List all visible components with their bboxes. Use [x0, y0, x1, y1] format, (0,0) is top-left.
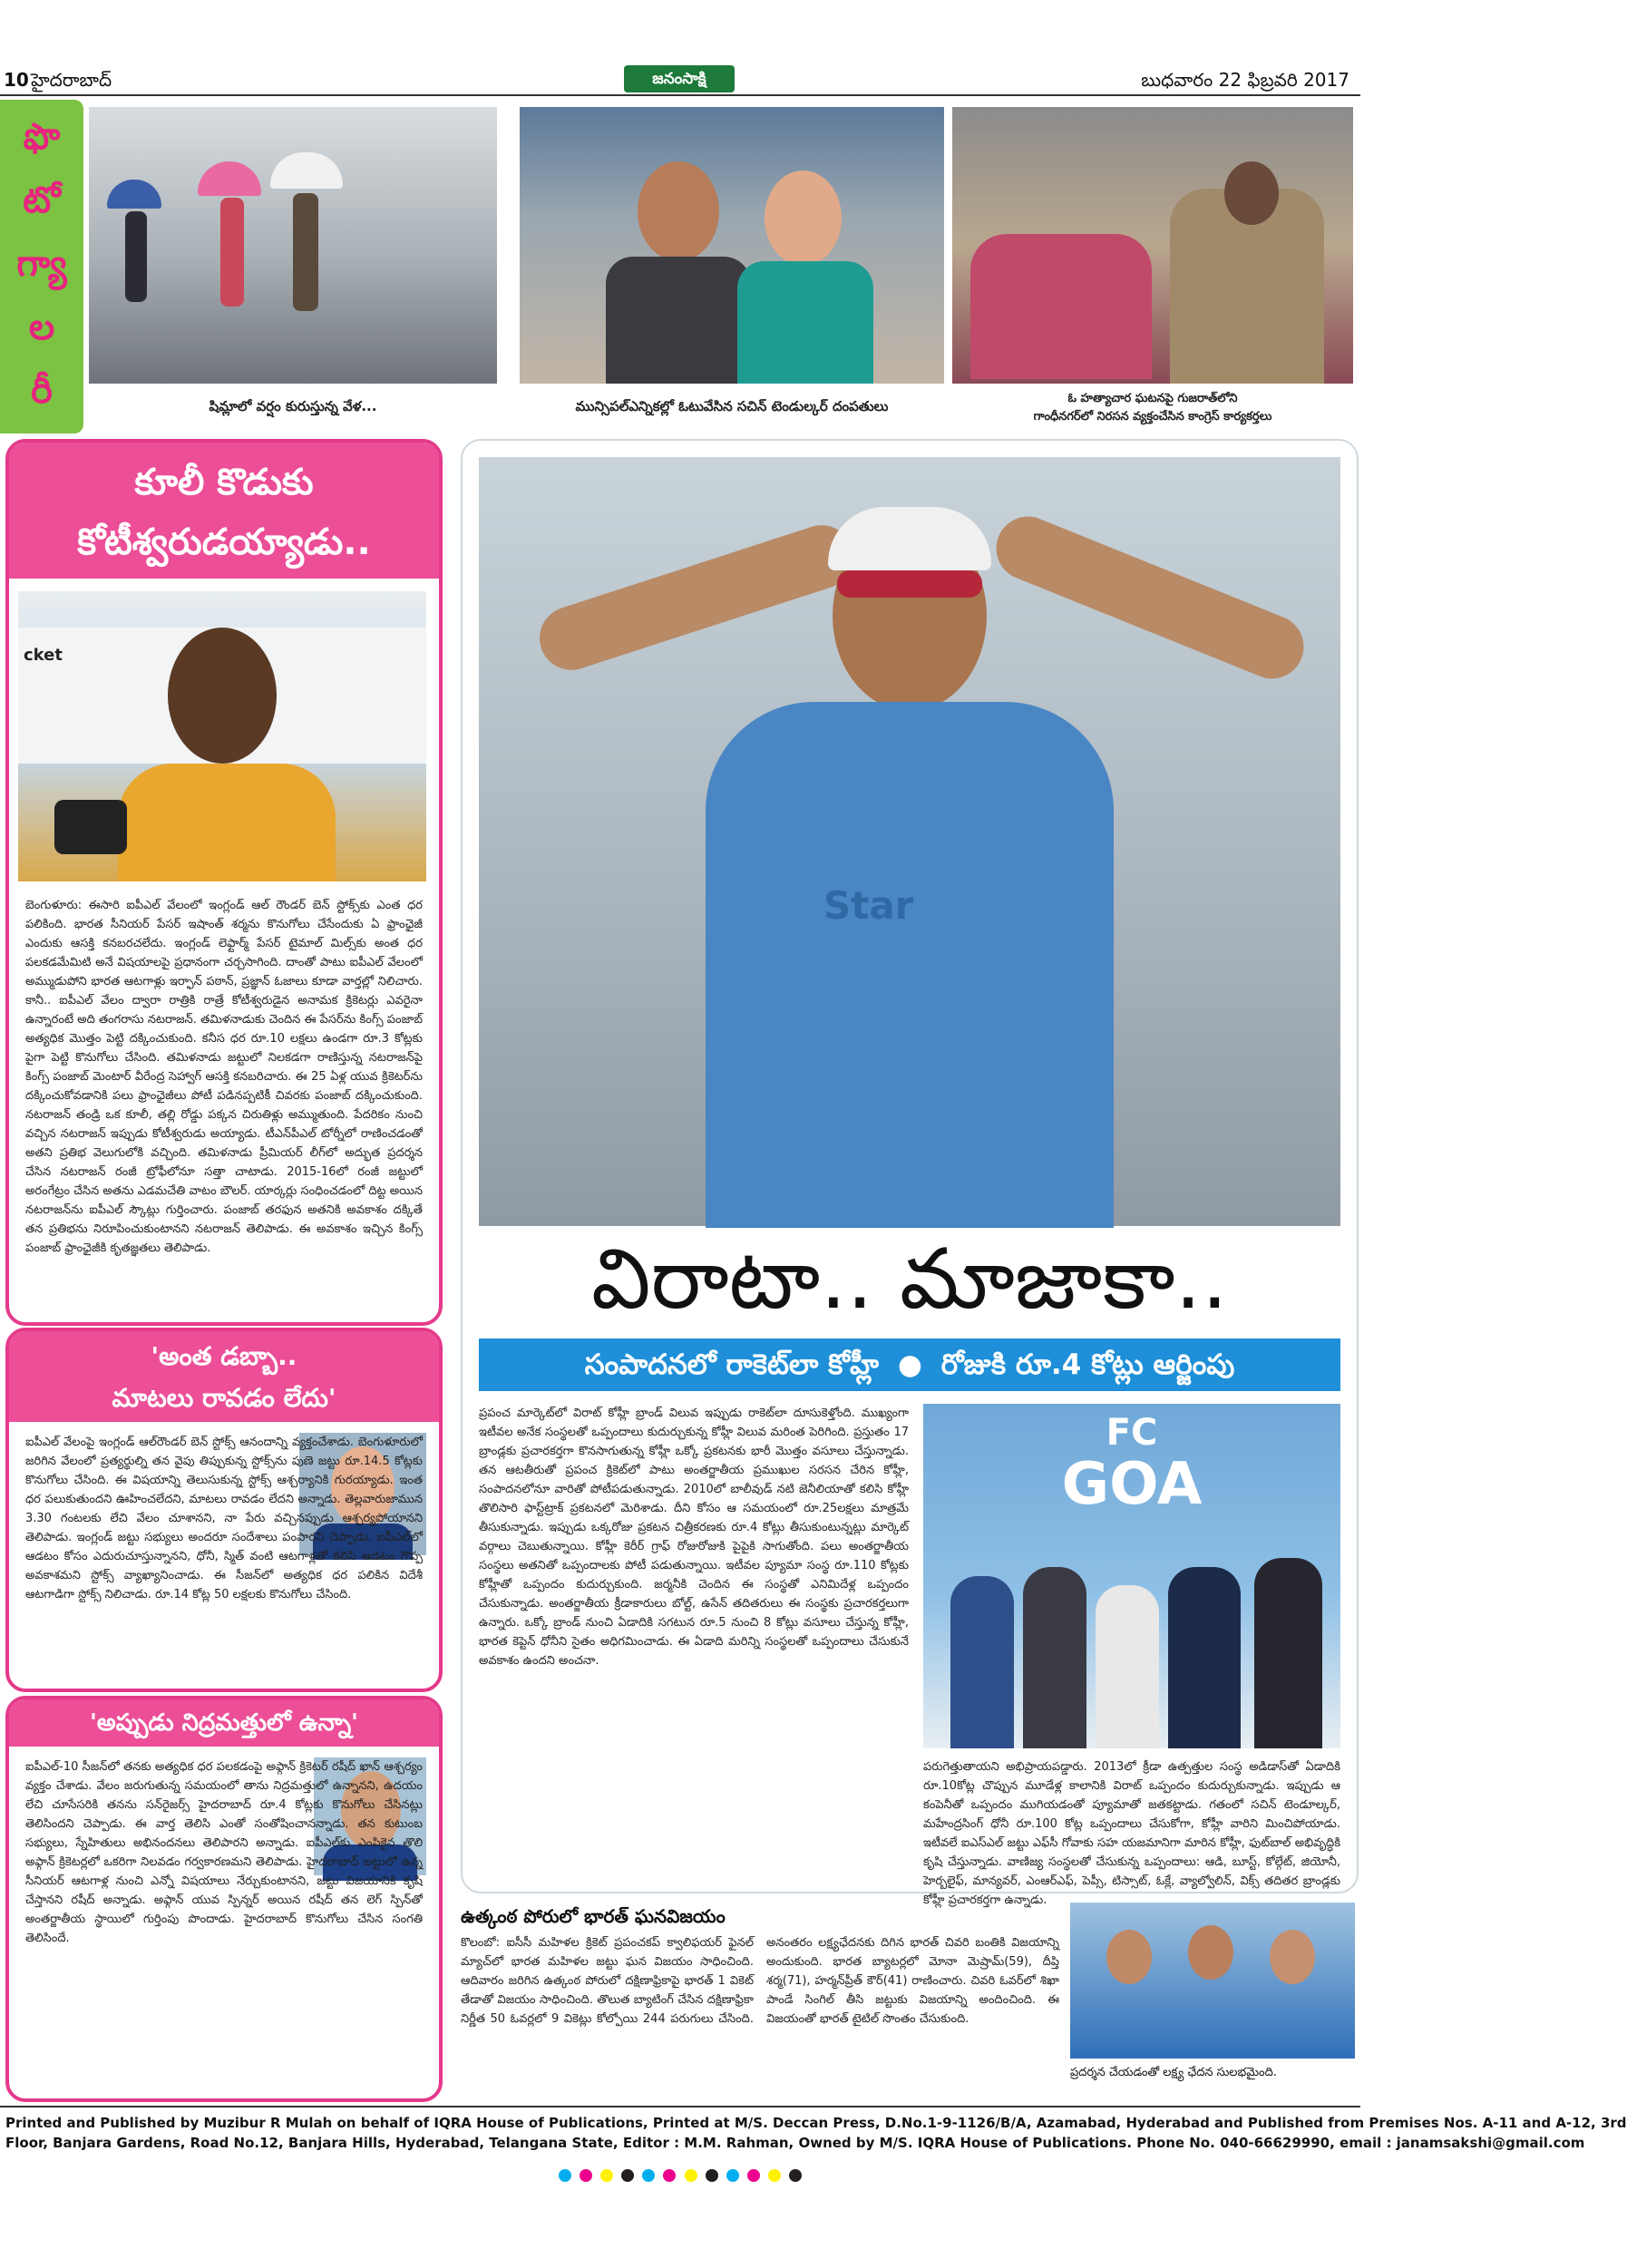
gallery-caption-1: షిమ్లాలో వర్షం కురుస్తున్న వేళ...	[209, 398, 377, 414]
footer-rule	[0, 2106, 1360, 2107]
person-shape	[950, 1576, 1014, 1748]
color-swatch	[768, 2169, 781, 2182]
gallery-caption-3a: ఓ హత్యాచార ఘటనపై గుజరాత్‌లోని	[1067, 392, 1238, 405]
rashid-body: ఐపీఎల్-10 సీజన్‌లో తనకు అత్యధిక ధర పలకడంపై అఫ్గాన్ క్రికెటర్ రషీద్ ఖాన్ ఆశ్చర్యం వ్యక్తం చేశాడు. వేలం జరుగుతున్న సమయంలో తాను నిద్రమత్తులో ఉన్నానని, ఉదయం లేచి చూసేసరికి తనను సన్‌రైజర్స్ హైదరాబాద్ రూ.4 కోట్లకు కొనుగోలు చేసినట్లు తెలిసిందని చెప్పాడు. ఈ వార్త తెలిసి ఎంతో సంతోషించానన్నాడు. తన కుటుంబ సభ్యులు, స్నేహితులు అభినందనలు తెలిపారని అన్నాడు. ఐపీఎల్‌కు ఎంపికైన తొలి అఫ్గాన్ క్రికెటర్లలో ఒకరిగా నిలవడం గర్వకారణమని తెలిపాడు. హైదరాబాద్ జట్టులో ఉన్న సీనియర్ ఆటగాళ్ల నుంచి ఎన్నో విషయాలు నేర్చుకుంటానని, జట్టు విజయానికి కృషి చేస్తానని రషీద్ అన్నాడు. అఫ్గాన్ యువ స్పిన్నర్ అయిన రషీద్ తన లెగ్ స్పిన్‌తో అంతర్జాతీయ స్థాయిలో గుర్తింపు పొందాడు. హైదరాబాద్ కొనుగోలు చేసిన సంగతి తెలిసిందే.	[25, 1760, 423, 1945]
color-swatch	[685, 2169, 697, 2182]
face-shape	[1224, 161, 1279, 225]
person-shape	[220, 198, 244, 307]
color-swatch	[600, 2169, 613, 2182]
fc-goa-line2: GOA	[1061, 1451, 1203, 1518]
imprint-line-1: Printed and Published by Muzibur R Mulah on behalf of IQRA House of Publications, Printed at M/S. Deccan Press, D.No.1-9-1126/B/A, Azamabad, Hyderabad and Published from Premises Nos. A-11 and A-12, 3rd	[5, 2115, 1627, 2131]
women-body: కొలంబో: ఐసీసీ మహిళల క్రికెట్ ప్రపంచకప్ క్వాలిఫయర్ ఫైనల్ మ్యాచ్‌లో భారత మహిళల జట్టు ఘన విజయం సాధించింది. ఆదివారం జరిగిన ఉత్కంఠ పోరులో దక్షిణాఫ్రికాపై భారత్ 1 వికెట్ తేడాతో విజయం సాధించింది. తొలుత బ్యాటింగ్ చేసిన దక్షిణాఫ్రికా నిర్ణీత 50 ఓవర్లలో 9 వికెట్లు కోల్పోయి 244 పరుగులు చేసింది. అనంతరం లక్ష్యఛేదనకు దిగిన భారత్ చివరి బంతికి విజయాన్ని అందుకుంది. భారత బ్యాటర్లలో మోనా మెష్రామ్(59), దీప్తి శర్మ(71), హర్మన్‌ప్రీత్ కౌర్(41) రాణించారు. చివరి ఓవర్‌లో శిఖా పాండే సింగిల్ తీసి జట్టుకు విజయాన్ని అందించింది. ఈ విజయంతో భారత్ టైటిల్ సొంతం చేసుకుంది.	[461, 1936, 1059, 2026]
shimla-rain-photo	[89, 107, 497, 384]
face-shape	[1270, 1930, 1315, 1984]
masthead-logo	[624, 65, 735, 92]
color-swatch	[789, 2169, 802, 2182]
umbrella-shape	[270, 152, 343, 189]
natarajan-headline-line1: కూలీ కొడుకు	[134, 462, 314, 503]
fc-goa-line1: FC	[1106, 1412, 1158, 1454]
story-women-cricket	[461, 1903, 1355, 2100]
gallery-char-1: ఫొ	[23, 116, 61, 158]
color-swatch	[706, 2169, 718, 2182]
women-headline: ఉత్కంఠ పోరులో భారత్ ఘనవిజయం	[461, 1905, 726, 1927]
gallery-char-4: ల	[28, 307, 55, 348]
cap-shape	[828, 507, 991, 570]
sponsor-board-text: cket	[24, 646, 63, 665]
person-shape	[125, 211, 147, 302]
gallery-char-2: టో	[23, 180, 61, 221]
person-shape	[1168, 1567, 1241, 1748]
city-label: హైదరాబాద్	[31, 69, 112, 91]
color-swatch	[621, 2169, 634, 2182]
page-header	[0, 0, 1360, 98]
kohli-subheadline-part2: రోజుకి రూ.4 కోట్లు ఆర్జింపు	[940, 1348, 1235, 1381]
photo-gallery-label	[0, 100, 83, 433]
gallery-caption-2: మున్సిపల్‌ఎన్నికల్లో ఓటువేసిన సచిన్ టెండుల్కర్ దంపతులు	[575, 398, 889, 414]
natarajan-headline	[9, 443, 439, 579]
women-photo-caption: ప్రదర్శన చేయడంతో లక్ష్య ఛేదన సులభమైంది.	[1070, 2066, 1277, 2079]
story-kohli	[461, 439, 1359, 1907]
women-team-photo	[1070, 1903, 1355, 2059]
natarajan-body: బెంగుళూరు: ఈసారి ఐపీఎల్ వేలంలో ఇంగ్లండ్ ఆల్ రౌండర్ బెన్ స్టోక్స్‌కు ఎంత ధర పలికింది. భారత సీనియర్ పేసర్ ఇషాంత్ శర్మను కొనుగోలు చేసేందుకు ఏ ఫ్రాంఛైజీ ఎందుకు ఆసక్తి కనబరచలేదు. ఇంగ్లండ్ లెఫ్టార్మ్ పేసర్ టైమాల్ మిల్స్‌కు అంత ధర పలకడమేమిటి అనే విషయాలపై ప్రధానంగా చర్చసాగింది. దాంతో పాటు ఐపీఎల్ వేలంలో అమ్ముడుపోని భారత ఆటగాళ్లు ఇర్ఫాన్ పఠాన్, ప్రజ్ఞాన్ ఓజాలు కూడా వార్తల్లో నిలిచారు. కానీ.. ఐపీఎల్ వేలం ద్వారా రాత్రికి రాత్రే కోటీశ్వరుడైన అనామక క్రికెటర్లు ఎవరైనా ఉన్నారంటే అది తంగరాసు నటరాజన్. తమిళనాడుకు చెందిన ఈ పేసర్‌ను కింగ్స్ పంజాబ్ అత్యధిక మొత్తం పెట్టి దక్కించుకుంది. కనీస ధర రూ.10 లక్షలు ఉండగా రూ.3 కోట్లకు పైగా పెట్టి కొనుగోలు చేసింది. తమిళనాడు జట్టులో నిలకడగా రాణిస్తున్న నటరాజన్‌పై కింగ్స్ పంజాబ్ మెంటార్ వీరేంద్ర సెహ్వాగ్ ఆసక్తి కనబరిచారు. ఈ 25 ఏళ్ల యువ క్రికెటర్‌ను దక్కించుకోవడానికి పలు ఫ్రాంఛైజీలు పోటీ పడినప్పటికీ చివరకు పంజాబ్ దక్కించుకుంది. నటరాజన్ తండ్రి ఒక కూలీ, తల్లి రోడ్డు పక్కన చిరుతిళ్లు అమ్ముతుంది. పేదరికం నుంచి వచ్చిన నటరాజన్ ఇప్పుడు కోటీశ్వరుడు అయ్యాడు. టీఎన్‌పీఎల్ టోర్నీలో రాణించడంతో అతని ప్రతిభ వెలుగులోకి వచ్చింది. తమిళనాడు ప్రీమియర్ లీగ్‌లో అద్భుత ప్రదర్శన చేసిన నటరాజన్ రంజీ ట్రోఫీలోనూ సత్తా చాటాడు. 2015-16లో రంజీ జట్టులో అరంగేట్రం చేసిన అతను ఎడమచేతి వాటం బౌలర్. యార్కర్లు సంధించడంలో దిట్ట అయిన నటరాజన్‌ను ఐపీఎల్ స్కౌట్లు గుర్తించారు. పంజాబ్ తరఫున అతనికి అవకాశం దక్కితే తన ప్రతిభను నిరూపించుకుంటానని నటరాజన్ తెలిపాడు. ఈ అవకాశం ఇచ్చిన కింగ్స్ పంజాబ్ ఫ్రాంఛైజీకి కృతజ్ఞతలు తెలిపాడు.	[25, 899, 423, 1255]
stokes-headline-line2: మాటలు రావడం లేదు'	[112, 1383, 336, 1413]
shirt-shape	[606, 257, 751, 384]
gallery-char-5: రీ	[31, 370, 53, 412]
microphone-shape	[54, 800, 127, 854]
fc-goa-logo	[1032, 1413, 1232, 1516]
face-shape	[1106, 1930, 1152, 1984]
stokes-headline-line1: 'అంత డబ్బా..	[151, 1341, 297, 1371]
person-shape	[1023, 1567, 1086, 1748]
kohli-subheadline-part1: సంపాదనలో రాకెట్‌లా కోహ్లీ	[584, 1348, 880, 1381]
bullet-icon: ●	[897, 1348, 922, 1381]
masthead-logo-text: జనంసాక్షి	[652, 70, 706, 88]
kohli-headline: విరాటా.. మాజాకా..	[591, 1231, 1228, 1328]
stokes-headline	[9, 1331, 439, 1422]
color-swatch	[726, 2169, 739, 2182]
person-shape	[1254, 1558, 1322, 1748]
gallery-caption-3b: గాంధీనగర్‌లో నిరసన వ్యక్తంచేసిన కాంగ్రెస్ కార్యకర్తలు	[1033, 410, 1272, 423]
arm-shape	[987, 507, 1313, 688]
page-number: 10	[4, 69, 29, 91]
stokes-body: ఐపీఎల్ వేలంపై ఇంగ్లండ్ ఆల్‌రౌండర్ బెన్ స్టోక్స్ ఆనందాన్ని వ్యక్తంచేశాడు. బెంగుళూరులో జరిగిన వేలంలో ప్రత్యర్థుల్ని తన వైపు తిప్పుకున్న స్టోక్స్‌ను పుణె జట్టు రూ.14.5 కోట్లకు కొనుగోలు చేసింది. ఈ విషయాన్ని తెలుసుకున్న స్టోక్స్ ఆశ్చర్యానికి గురయ్యాడు. ఇంత ధర పలుకుతుందని ఊహించలేదని, మాటలు రావడం లేదని అన్నాడు. తెల్లవారుజామున 3.30 గంటలకు లేచి వేలం చూశానని, నా పేరు వచ్చినప్పుడు ఆశ్చర్యపోయానని తెలిపాడు. ఇంగ్లండ్ జట్టు సభ్యులు అందరూ సందేశాలు పంపారని చెప్పాడు. ఐపీఎల్‌లో ఆడటం కోసం ఎదురుచూస్తున్నానని, ధోనీ, స్మిత్ వంటి ఆటగాళ్లతో కలిసి ఆడటం గొప్ప అవకాశమని స్టోక్స్ వ్యాఖ్యానించాడు. ఈ సీజన్‌లో అత్యధిక ధర పలికిన విదేశీ ఆటగాడిగా స్టోక్స్ నిలిచాడు. రూ.14 కోట్ల 50 లక్షలకు కొనుగోలు చేసింది.	[25, 1436, 423, 1601]
arm-shape	[531, 517, 862, 678]
rashid-headline: 'అప్పుడు నిద్రమత్తులో ఉన్నా'	[9, 1699, 439, 1747]
color-swatch	[663, 2169, 676, 2182]
header-rule	[0, 94, 1360, 96]
umbrella-shape	[198, 161, 261, 196]
issue-date: బుధవారం 22 ఫిబ్రవరి 2017	[1141, 69, 1349, 91]
person-shape	[293, 193, 318, 311]
kohli-subheadline-bar	[479, 1338, 1340, 1391]
natarajan-photo	[18, 591, 426, 881]
story-natarajan	[5, 439, 443, 1326]
kohli-body-col1: ప్రపంచ మార్కెట్‌లో విరాట్ కోహ్లీ బ్రాండ్ విలువ ఇప్పుడు రాకెట్‌లా దూసుకెళ్తోంది. ముఖ్యంగా ఇటీవల అనేక సంస్థలతో ఒప్పందాలు కుదుర్చుకున్న కోహ్లీ విలువ మరింత పెరిగింది. ప్రస్తుతం 17 బ్రాండ్లకు ప్రచారకర్తగా కొనసాగుతున్న కోహ్లీ ఒక్కో ప్రకటనకు భారీ మొత్తం వసూలు చేస్తున్నాడు. తన ఆటతీరుతో ప్రపంచ క్రికెట్‌లో పాటు అంతర్జాతీయ ప్రముఖుల సరసన చేరిన కోహ్లీ, సంపాదనలోనూ వారితో పోటీపడుతున్నాడు. 2010లో బాలీవుడ్ నటి జెనీలియాతో కలిసి కోహ్లీ తొలిసారి ఫాస్ట్‌ట్రాక్ ప్రకటనలో మెరిశాడు. దీని కోసం ఆ సమయంలో రూ.25లక్షలు మాత్రమే తీసుకున్నాడు. ఇప్పుడు ఒక్కరోజు ప్రకటన చిత్రీకరణకు రూ.4 కోట్లు తీసుకుంటున్నట్లు మార్కెట్ వర్గాలు చెబుతున్నాయి. కోహ్లీ కెరీర్ గ్రాఫ్ రోజురోజుకి పైపైకి సాగుతోంది. పలు అంతర్జాతీయ సంస్థలు అతనితో ఒప్పందాలకు పోటీ పడుతున్నాయి. ఇటీవల ప్యూమా సంస్థ రూ.110 కోట్లకు కోహ్లీతో ఒప్పందం కుదుర్చుకుంది. జర్మనీకి చెందిన ఈ సంస్థతో ఎనిమిదేళ్ల ఒప్పందం చేసుకున్నాడు. అంతర్జాతీయ క్రీడాకారులు బోల్ట్, ఉసేన్ తదితరులు ఈ సంస్థకు ప్రచారకర్తలుగా ఉన్నారు. ఒక్కో బ్రాండ్ నుంచి ఏడాదికి సగటున రూ.5 నుంచి 8 కోట్లు వసూలు చేస్తున్న కోహ్లీ, భారత కెప్టెన్ ధోనీని సైతం అధిగమించాడు. ఈ ఏడాది మరిన్ని సంస్థలతో ఒప్పందాలు చేసుకునే అవకాశం ఉందని అంచనా.	[479, 1407, 909, 1668]
face-shape	[765, 170, 842, 266]
registration-marks	[0, 2164, 1360, 2191]
gallery-char-3: గ్యా	[16, 243, 67, 285]
kohli-body-col2: పరుగెత్తుతాయని అభిప్రాయపడ్డారు. 2013లో క్రీడా ఉత్పత్తుల సంస్థ అడిడాస్‌తో ఏడాదికి రూ.10కోట్ల చొప్పున మూడేళ్ల కాలానికి విరాట్ ఒప్పందం కుదుర్చుకున్నాడు. ఇప్పుడు ఆ కంపెనీతో ఒప్పందం ముగియడంతో ప్యూమాతో జతకట్టాడు. గతంలో సచిన్ టెండూల్కర్, మహేంద్రసింగ్ ధోనీ రూ.100 కోట్ల ఒప్పందాలు చేసుకోగా, కోహ్లీ వారిని మించిపోయాడు. ఇటీవలే ఐఎస్ఎల్ జట్టు ఎఫ్‌సీ గోవాకు సహ యజమానిగా మారిన కోహ్లీ, ఫుట్‌బాల్ అభివృద్ధికి కృషి చేస్తున్నాడు. వాణిజ్య సంస్థలతో చేసుకున్న ఒప్పందాలు: ఆడి, బూస్ట్, కోల్గేట్, జియోనీ, హెర్బలైఫ్, మాన్యవర్, ఎంఆర్ఎఫ్, పెప్సీ, టిస్సాట్, ఓక్లే, వ్యాల్వోలిన్, విక్స్ తదితర బ్రాండ్లకు కోహ్లీ ప్రచారకర్తగా ఉన్నాడు.	[923, 1760, 1340, 1907]
jersey-shape	[118, 764, 336, 881]
story-rashid	[5, 1696, 443, 2102]
face-shape	[168, 628, 277, 764]
natarajan-headline-line2: కోటీశ్వరుడయ్యాడు..	[77, 521, 371, 563]
kohli-hero-photo	[479, 457, 1340, 1226]
top-shape	[737, 261, 873, 384]
face-shape	[638, 161, 719, 261]
umbrella-shape	[107, 180, 161, 209]
story-stokes	[5, 1328, 443, 1692]
color-swatch	[559, 2169, 571, 2182]
crowd-shape	[970, 234, 1152, 379]
color-swatch	[747, 2169, 760, 2182]
face-shape	[1188, 1925, 1233, 1980]
color-swatch	[642, 2169, 655, 2182]
color-swatch	[580, 2169, 592, 2182]
person-shape	[1096, 1585, 1159, 1748]
protest-photo	[952, 107, 1353, 384]
sachin-voting-photo	[520, 107, 944, 384]
fc-goa-photo	[923, 1404, 1340, 1748]
sunglasses-shape	[837, 570, 982, 598]
imprint-line-2: Floor, Banjara Gardens, Road No.12, Banjara Hills, Hyderabad, Telangana State, Editor : M.M. Rahman, Owned by M/S. IQRA House of Publications. Phone No. 040-66629990, email : janamsakshi@gmail.com	[5, 2135, 1585, 2151]
jersey-text: Star	[823, 883, 914, 928]
vest-shape	[706, 702, 1114, 1228]
